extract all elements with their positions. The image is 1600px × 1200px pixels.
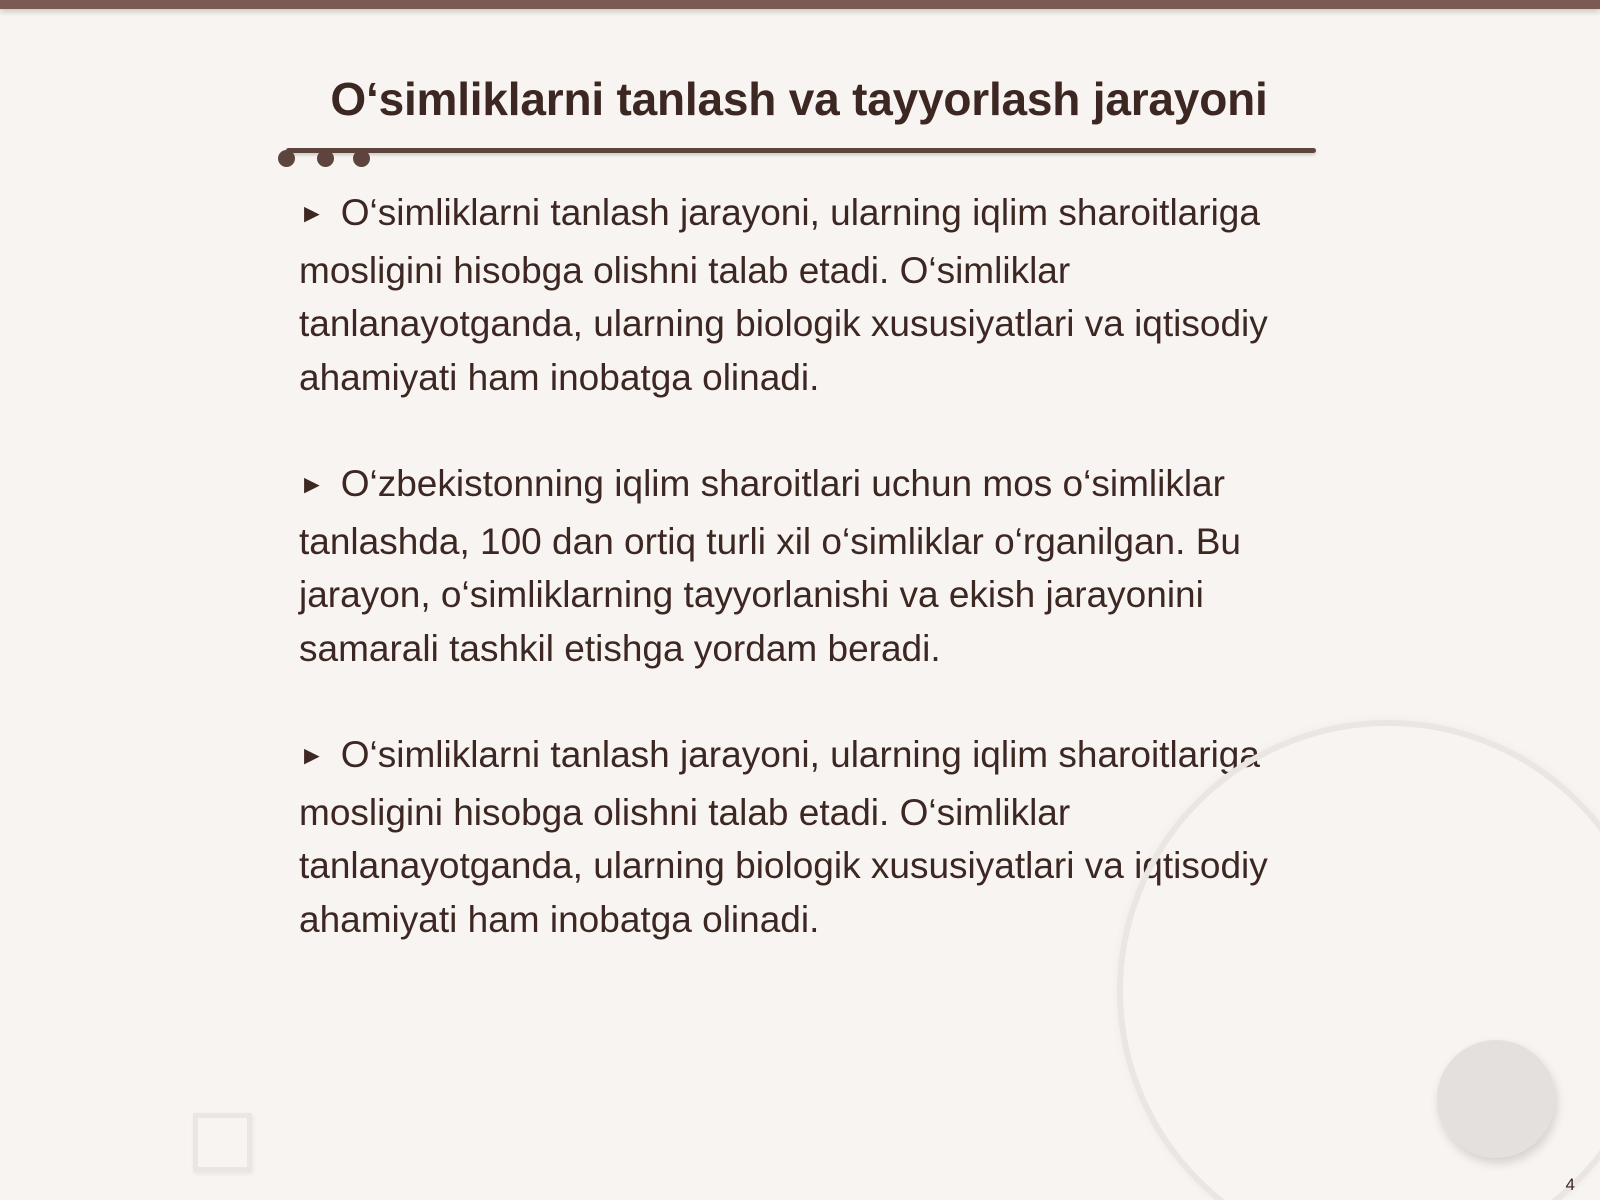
- bullet-arrow-icon: ►: [299, 469, 325, 499]
- bullet-paragraph: [299, 457, 1319, 675]
- decorative-circle: [1437, 1040, 1555, 1158]
- slide-title: O‘simliklarni tanlash va tayyorlash jarayoni: [330, 73, 1268, 125]
- bullet-text: O‘simliklarni tanlash jarayoni, ularning iqlim sharoitlariga mosligini hisobga olishni talab etadi. O‘simliklar tanlanayotganda, ularning biologik xususiyatlari va iqtisodiy ahamiyati ham inobatga olinadi.: [299, 734, 1268, 940]
- title-underline-dot: [317, 150, 334, 167]
- bullet-text: O‘simliklarni tanlash jarayoni, ularning iqlim sharoitlariga mosligini hisobga olishni talab etadi. O‘simliklar tanlanayotganda, ularning biologik xususiyatlari va iqtisodiy ahamiyati ham inobatga olinadi.: [299, 192, 1268, 398]
- page-number: 4: [1565, 1175, 1575, 1194]
- decorative-square: [193, 1113, 252, 1172]
- title-underline: [286, 148, 1316, 153]
- bullet-text: O‘zbekistonning iqlim sharoitlari uchun mos o‘simliklar tanlashda, 100 dan ortiq turli xil o‘simliklar o‘rganilgan. Bu jarayon, o‘simliklarning tayyorlanishi va ekish jarayonini samarali tashkil etishga yordam beradi.: [299, 463, 1241, 669]
- bullet-arrow-icon: ►: [299, 740, 325, 770]
- title-underline-dot: [353, 150, 370, 167]
- bullet-paragraph: [299, 186, 1319, 404]
- top-accent-bar: [0, 0, 1600, 9]
- bullet-arrow-icon: ►: [299, 198, 325, 228]
- title-underline-dot: [278, 150, 295, 167]
